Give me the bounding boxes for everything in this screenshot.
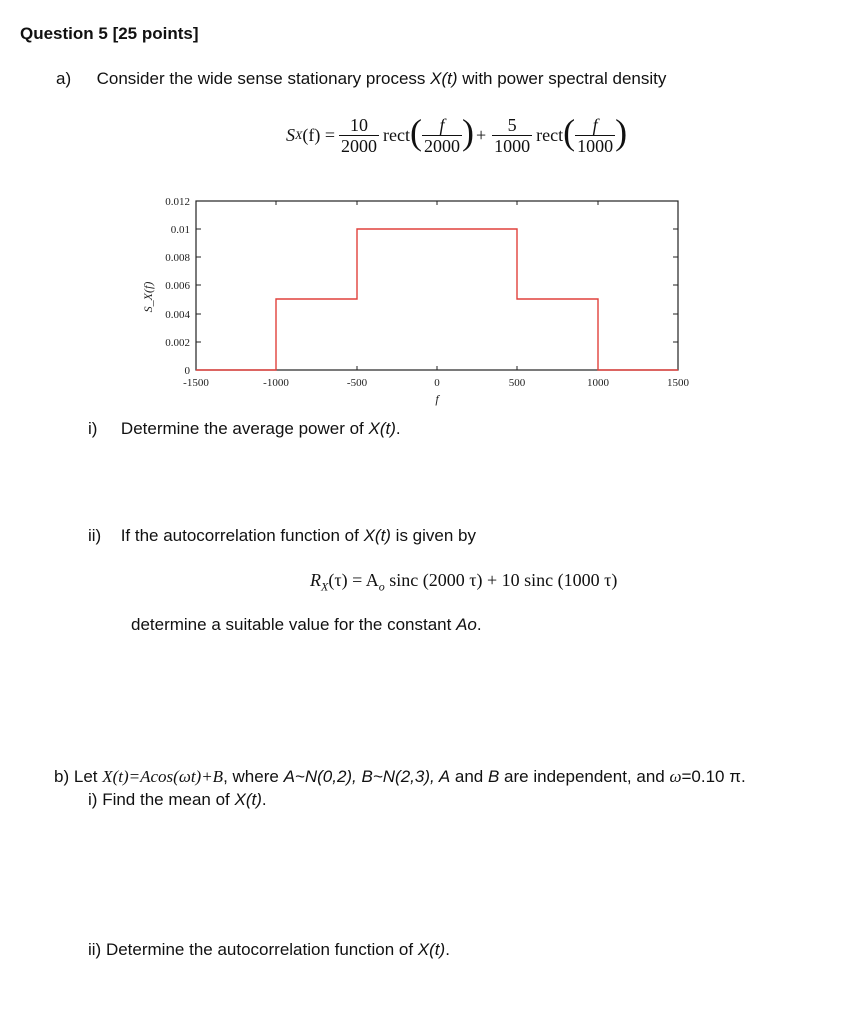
part-b-ii-end: . [445,940,450,959]
part-b-var-b: B [487,767,500,786]
part-b-ii-var: X(t) [417,940,446,959]
sub-ii-var: X(t) [363,526,391,545]
y-tick-label: 0.004 [165,309,190,321]
part-a-ii-followup [131,615,482,635]
rx-rest-1: (τ) = A [328,570,379,590]
part-b-text-1: Let [73,767,103,786]
part-b-text-3: and [450,767,488,786]
psd-series-line [196,229,678,370]
autocorrelation-equation [310,570,617,595]
a-sub: o [378,579,385,594]
x-tick-label: 500 [508,377,526,389]
plus-sign: + [475,124,487,145]
part-a-text-after: with power spectral density [457,69,667,88]
part-b-ii-text: Determine the autocorrelation function of [105,940,418,959]
rx-rest-2: sinc (2000 τ) + 10 sinc (1000 τ) [384,570,618,590]
y-tick-labels [165,196,190,377]
part-a-i [88,419,401,439]
omega-value: =0.10 π. [681,767,746,786]
part-a-label: a) [56,69,72,88]
rect-arg2-num: f [592,114,598,135]
y-tick-label: 0.012 [165,196,190,208]
y-tick-label: 0 [184,365,190,377]
term1-den: 2000 [340,135,377,156]
x-tick-label: 1500 [667,377,689,389]
part-b-ii-label: ii) [88,940,102,959]
part-b-i-end: . [261,790,267,809]
part-b-i-text: Find the mean of [102,790,235,809]
rect-label-2: rect [536,124,564,145]
right-paren-icon: ) [615,112,628,152]
sub-i-end: . [395,419,401,438]
part-b-intro [54,767,746,787]
part-b-label: b) [54,767,70,786]
y-ticks [196,229,678,342]
y-tick-label: 0.008 [165,252,190,264]
term1-num: 10 [349,114,368,135]
x-tick-labels [183,377,689,389]
y-axis-label: S_X(f) [141,281,155,313]
term2-num: 5 [507,114,517,135]
psd-lhs: S [286,124,295,145]
x-tick-label: -500 [346,377,368,389]
chart-frame [196,201,678,370]
right-paren-icon: ) [461,112,474,152]
constant-ao: Ao [456,615,477,634]
psd-chart [0,0,866,420]
rx-sub: X [321,579,329,594]
x-axis-label: f [435,392,439,406]
part-b-ii [88,940,450,960]
part-b-i-label: i) [88,790,98,809]
part-b-i [88,790,267,810]
part-b-text-2: , where [223,767,284,786]
sub-i-var: X(t) [368,419,396,438]
rect-arg1-num: f [439,114,445,135]
part-a-text: Consider the wide sense stationary process [96,69,431,88]
part-b-text-4: are independent, and [499,767,670,786]
question-title: Question 5 [25 points] [20,24,199,43]
y-tick-label: 0.006 [165,280,190,292]
sub-i-text: Determine the average power of [120,419,369,438]
y-tick-label: 0.01 [170,224,190,236]
rect-arg2-den: 1000 [577,135,614,156]
part-b-i-var: X(t) [234,790,262,809]
rect-label-1: rect [382,124,410,145]
psd-lhs-arg: (f) = [302,124,335,145]
x-ticks [276,201,598,370]
process-var: X(t) [430,69,458,88]
x-tick-label: -1000 [263,377,289,389]
x-tick-label: 1000 [587,377,609,389]
sub-ii-text: If the autocorrelation function of [120,526,364,545]
rx-symbol: R [310,570,321,590]
left-paren-icon: ( [563,112,576,152]
omega-symbol: ω [669,767,682,786]
sub-ii-label: ii) [88,526,102,545]
x-tick-label: -1500 [183,377,209,389]
part-b-distributions: A~N(0,2), B~N(2,3), A [283,767,451,786]
term2-den: 1000 [494,135,531,156]
psd-lhs-sub: X [295,127,303,142]
followup-end: . [476,615,482,634]
followup-text: determine a suitable value for the constant [131,615,457,634]
y-tick-label: 0.002 [165,337,190,349]
left-paren-icon: ( [409,112,422,152]
sub-i-label: i) [88,419,98,438]
part-a-ii [88,526,476,546]
sub-ii-text-after: is given by [390,526,476,545]
x-tick-label: 0 [434,377,440,389]
rect-arg1-den: 2000 [423,135,460,156]
part-b-expression: X(t)=Acos(ωt)+B [102,767,224,786]
